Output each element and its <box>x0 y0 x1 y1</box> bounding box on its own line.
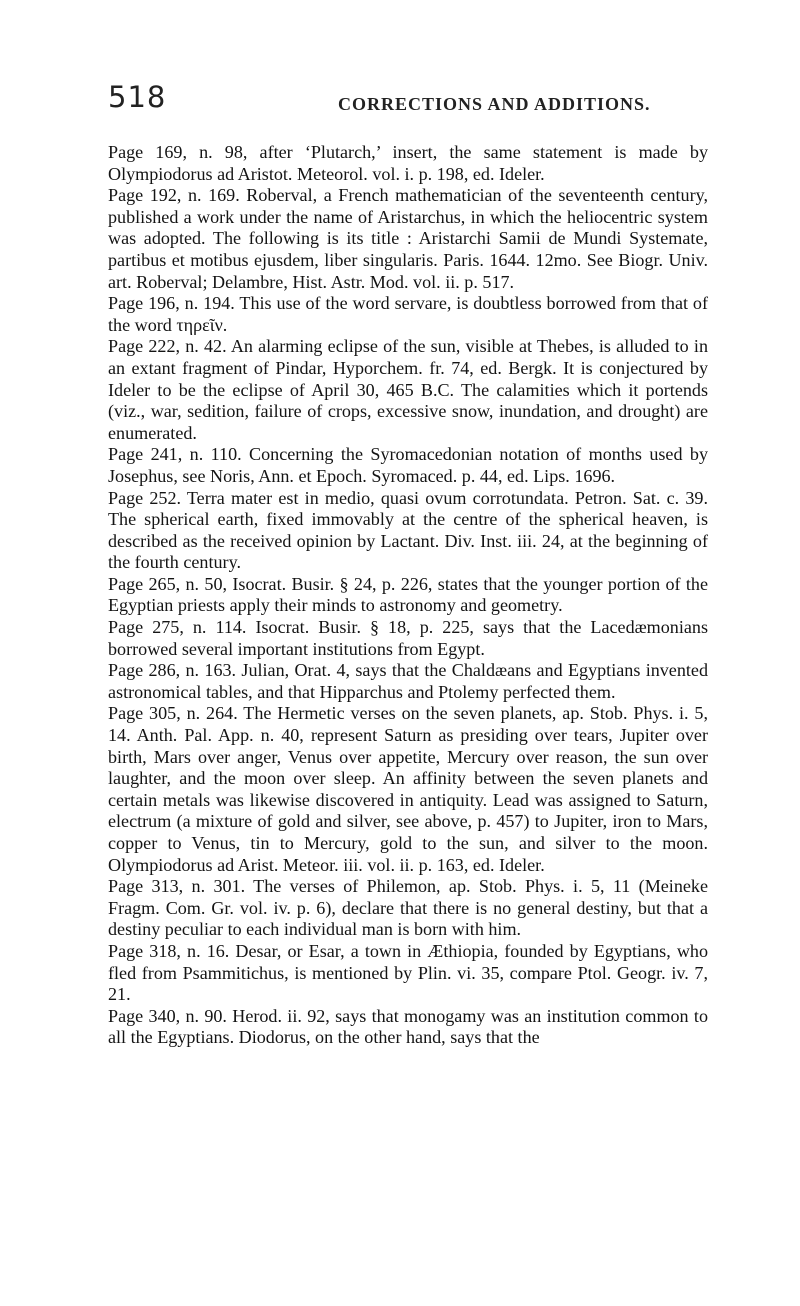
entry-page-313: Page 313, n. 301. The verses of Philemon, ap. Stob. Phys. i. 5, 11 (Meineke Fragm. Com. Gr. vol. iv. p. 6), declare that there is no general destiny, but that a destiny peculiar to each individual man is born with him. <box>108 876 708 940</box>
page-header <box>108 80 708 126</box>
entry-page-286: Page 286, n. 163. Julian, Orat. 4, says that the Chaldæans and Egyptians invented astronomical tables, and that Hipparchus and Ptolemy perfected them. <box>108 660 708 702</box>
corrections-text <box>108 142 708 1049</box>
entry-page-275: Page 275, n. 114. Isocrat. Busir. § 18, p. 225, says that the Lacedæmonians borrowed several important institutions from Egypt. <box>108 617 708 659</box>
entry-page-241: Page 241, n. 110. Concerning the Syromacedonian notation of months used by Josephus, see Noris, Ann. et Epoch. Syromaced. p. 44, ed. Lips. 1696. <box>108 444 708 486</box>
page-number: 518 <box>108 80 167 114</box>
entry-page-192: Page 192, n. 169. Roberval, a French mathematician of the seventeenth century, published a work under the name of Aristarchus, in which the heliocentric system was adopted. The following is its title : Aristarchi Samii de Mundi Systemate, partibus et motibus ejusdem, liber singularis. Paris. 1644. 12mo. See Biogr. Univ. art. Roberval; Delambre, Hist. Astr. Mod. vol. ii. p. 517. <box>108 185 708 292</box>
entry-page-252: Page 252. Terra mater est in medio, quasi ovum corrotundata. Petron. Sat. c. 39. The spherical earth, fixed immovably at the centre of the spherical heaven, is described as the received opinion by Lactant. Div. Inst. iii. 24, at the beginning of the fourth century. <box>108 487 708 573</box>
entry-page-318: Page 318, n. 16. Desar, or Esar, a town in Æthiopia, founded by Egyptians, who fled from Psammitichus, is mentioned by Plin. vi. 35, compare Ptol. Geogr. iv. 7, 21. <box>108 940 708 1005</box>
entry-page-340: Page 340, n. 90. Herod. ii. 92, says that monogamy was an institution common to all the Egyptians. Diodorus, on the other hand, says that the <box>108 1005 708 1048</box>
entry-page-265: Page 265, n. 50, Isocrat. Busir. § 24, p. 226, states that the younger portion of the Egyptian priests apply their minds to astronomy and geometry. <box>108 573 708 616</box>
entry-page-196: Page 196, n. 194. This use of the word servare, is doubtless borrowed from that of the word τηρεῖν. <box>108 293 708 335</box>
entry-page-169: Page 169, n. 98, after ‘Plutarch,’ insert, the same statement is made by Olympiodorus ad Aristot. Meteorol. vol. i. p. 198, ed. Ideler. <box>108 142 708 184</box>
running-head: CORRECTIONS AND ADDITIONS. <box>338 94 651 114</box>
entry-page-305: Page 305, n. 264. The Hermetic verses on the seven planets, ap. Stob. Phys. i. 5, 14. Anth. Pal. App. n. 40, represent Saturn as presiding over tears, Jupiter over birth, Mars over anger, Venus over appetite, Mercury over reason, the sun over laughter, and the moon over sleep. An affinity between the seven planets and certain metals was likewise discovered in antiquity. Lead was assigned to Saturn, electrum (a mixture of gold and silver, see above, p. 457) to Jupiter, iron to Mars, copper to Venus, tin to Mercury, gold to the sun, and silver to the moon. Olympiodorus ad Arist. Meteor. iii. vol. ii. p. 163, ed. Ideler. <box>108 703 708 875</box>
entry-page-222: Page 222, n. 42. An alarming eclipse of the sun, visible at Thebes, is alluded to in an extant fragment of Pindar, Hyporchem. fr. 74, ed. Bergk. It is conjectured by Ideler to be the eclipse of April 30, 465 B.C. The calamities which it portends (viz., war, sedition, failure of crops, excessive snow, inundation, and drought) are enumerated. <box>108 336 708 443</box>
